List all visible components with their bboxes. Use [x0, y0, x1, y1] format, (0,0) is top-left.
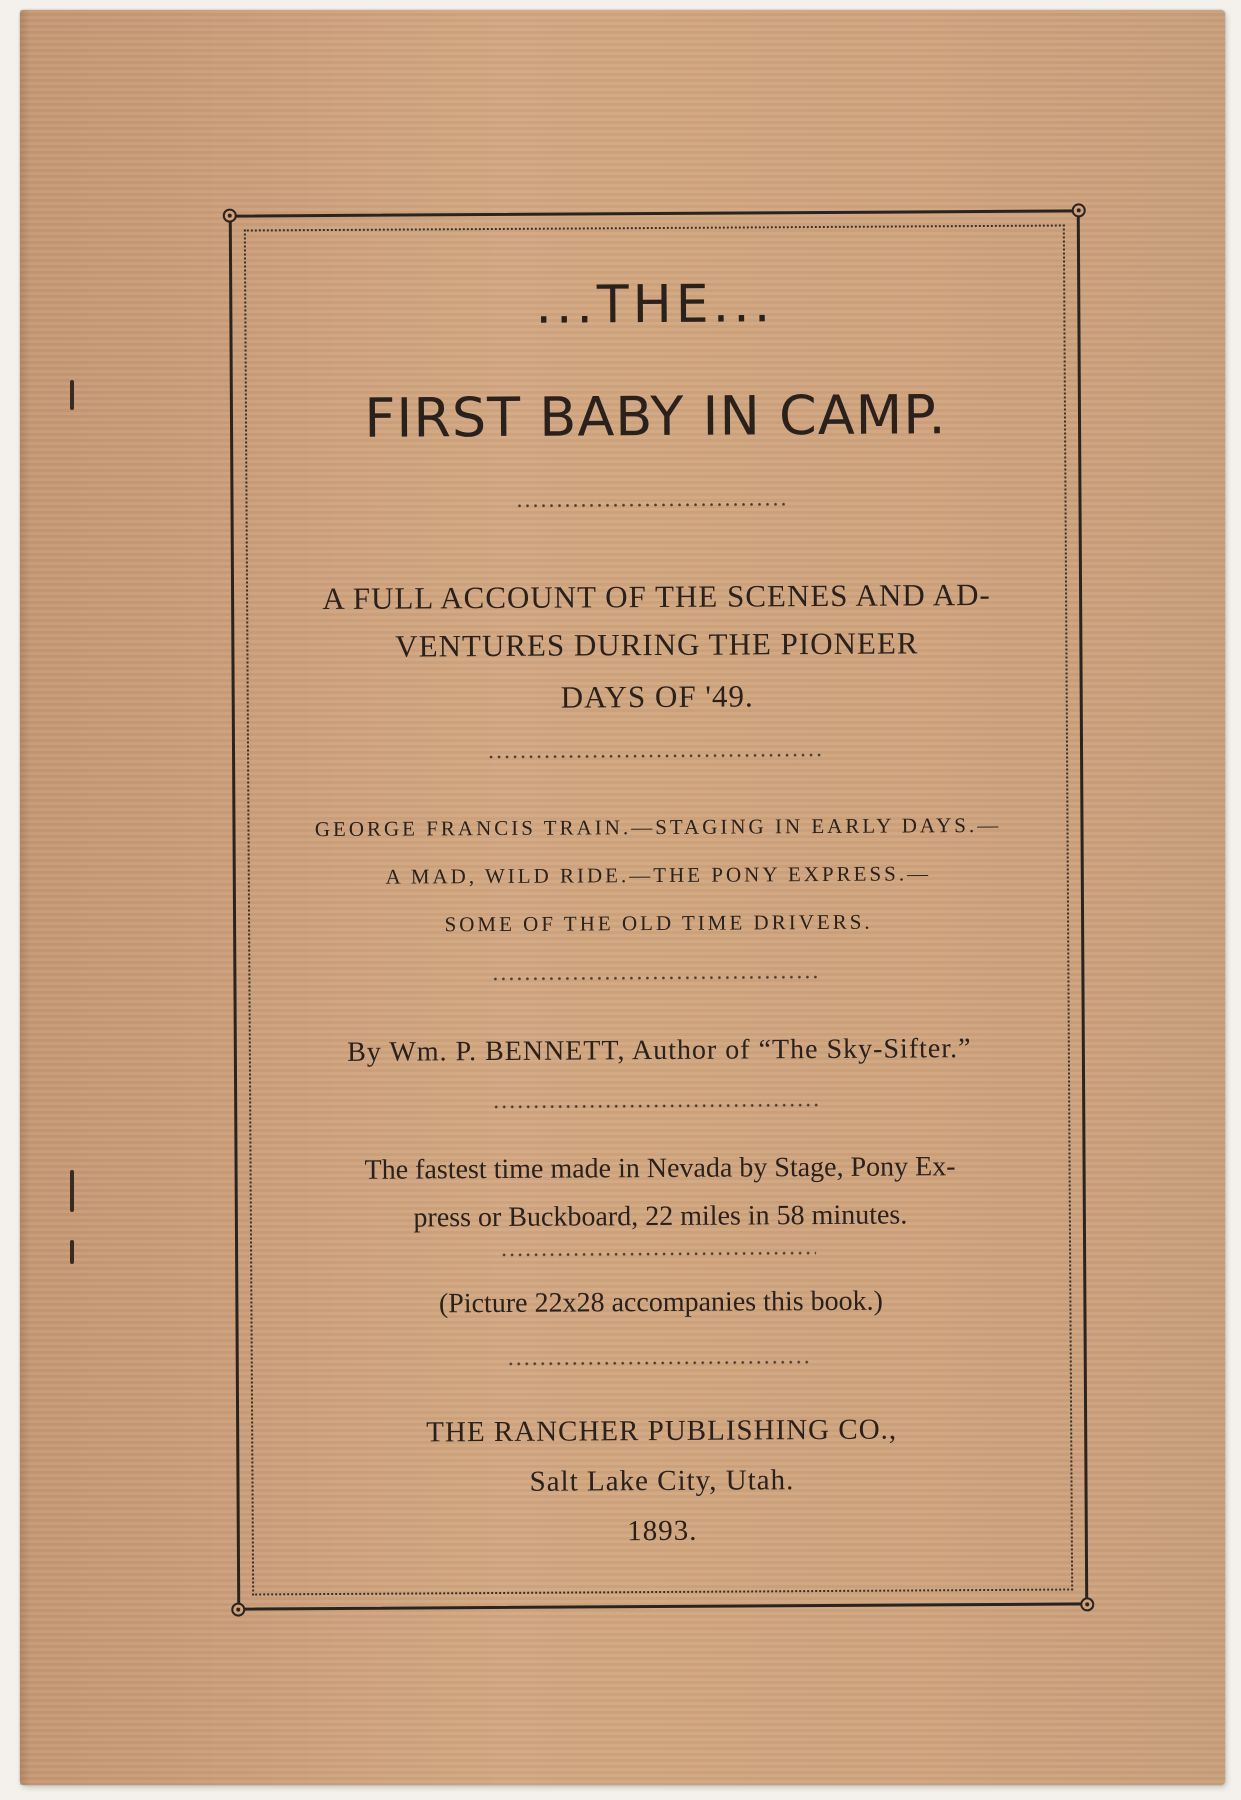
- publisher-city: Salt Lake City, Utah.: [529, 1464, 795, 1498]
- staple-mark: [70, 380, 74, 410]
- author-byline: By Wm. P. BENNETT, Author of “The Sky-Sifter.”: [347, 1033, 972, 1068]
- staple-mark: [70, 1170, 74, 1212]
- ornamental-divider: [487, 752, 823, 760]
- picture-note: (Picture 22x28 accompanies this book.): [438, 1285, 883, 1320]
- record-line-2: press or Buckboard, 22 miles in 58 minutes.: [413, 1199, 908, 1234]
- book-title: FIRST BABY IN CAMP.: [364, 383, 947, 450]
- subtitle-line-1: A FULL ACCOUNT OF THE SCENES AND AD-: [322, 576, 991, 617]
- heading-the: ...THE...: [535, 274, 775, 336]
- ornamental-divider: [516, 501, 786, 509]
- ornamental-divider: [492, 1102, 822, 1110]
- ornamental-divider: [500, 1250, 816, 1258]
- subtitle-line-3: DAYS OF '49.: [560, 678, 754, 715]
- contents-line-1: GEORGE FRANCIS TRAIN.—STAGING IN EARLY DAYS.—: [314, 812, 1002, 842]
- staple-mark: [70, 1240, 74, 1264]
- ornamental-divider: [491, 974, 819, 982]
- title-page-content: [232, 212, 1085, 1607]
- ornamental-divider: [507, 1359, 813, 1367]
- publisher-name: THE RANCHER PUBLISHING CO.,: [426, 1413, 898, 1449]
- subtitle-line-2: VENTURES DURING THE PIONEER: [395, 625, 919, 664]
- title-frame: [229, 209, 1089, 1610]
- record-line-1: The fastest time made in Nevada by Stage, Pony Ex-: [364, 1151, 956, 1186]
- contents-line-2: A MAD, WILD RIDE.—THE PONY EXPRESS.—: [385, 861, 932, 889]
- spine-edge: [20, 10, 30, 1785]
- contents-line-3: SOME OF THE OLD TIME DRIVERS.: [444, 909, 873, 937]
- publication-year: 1893.: [627, 1514, 698, 1548]
